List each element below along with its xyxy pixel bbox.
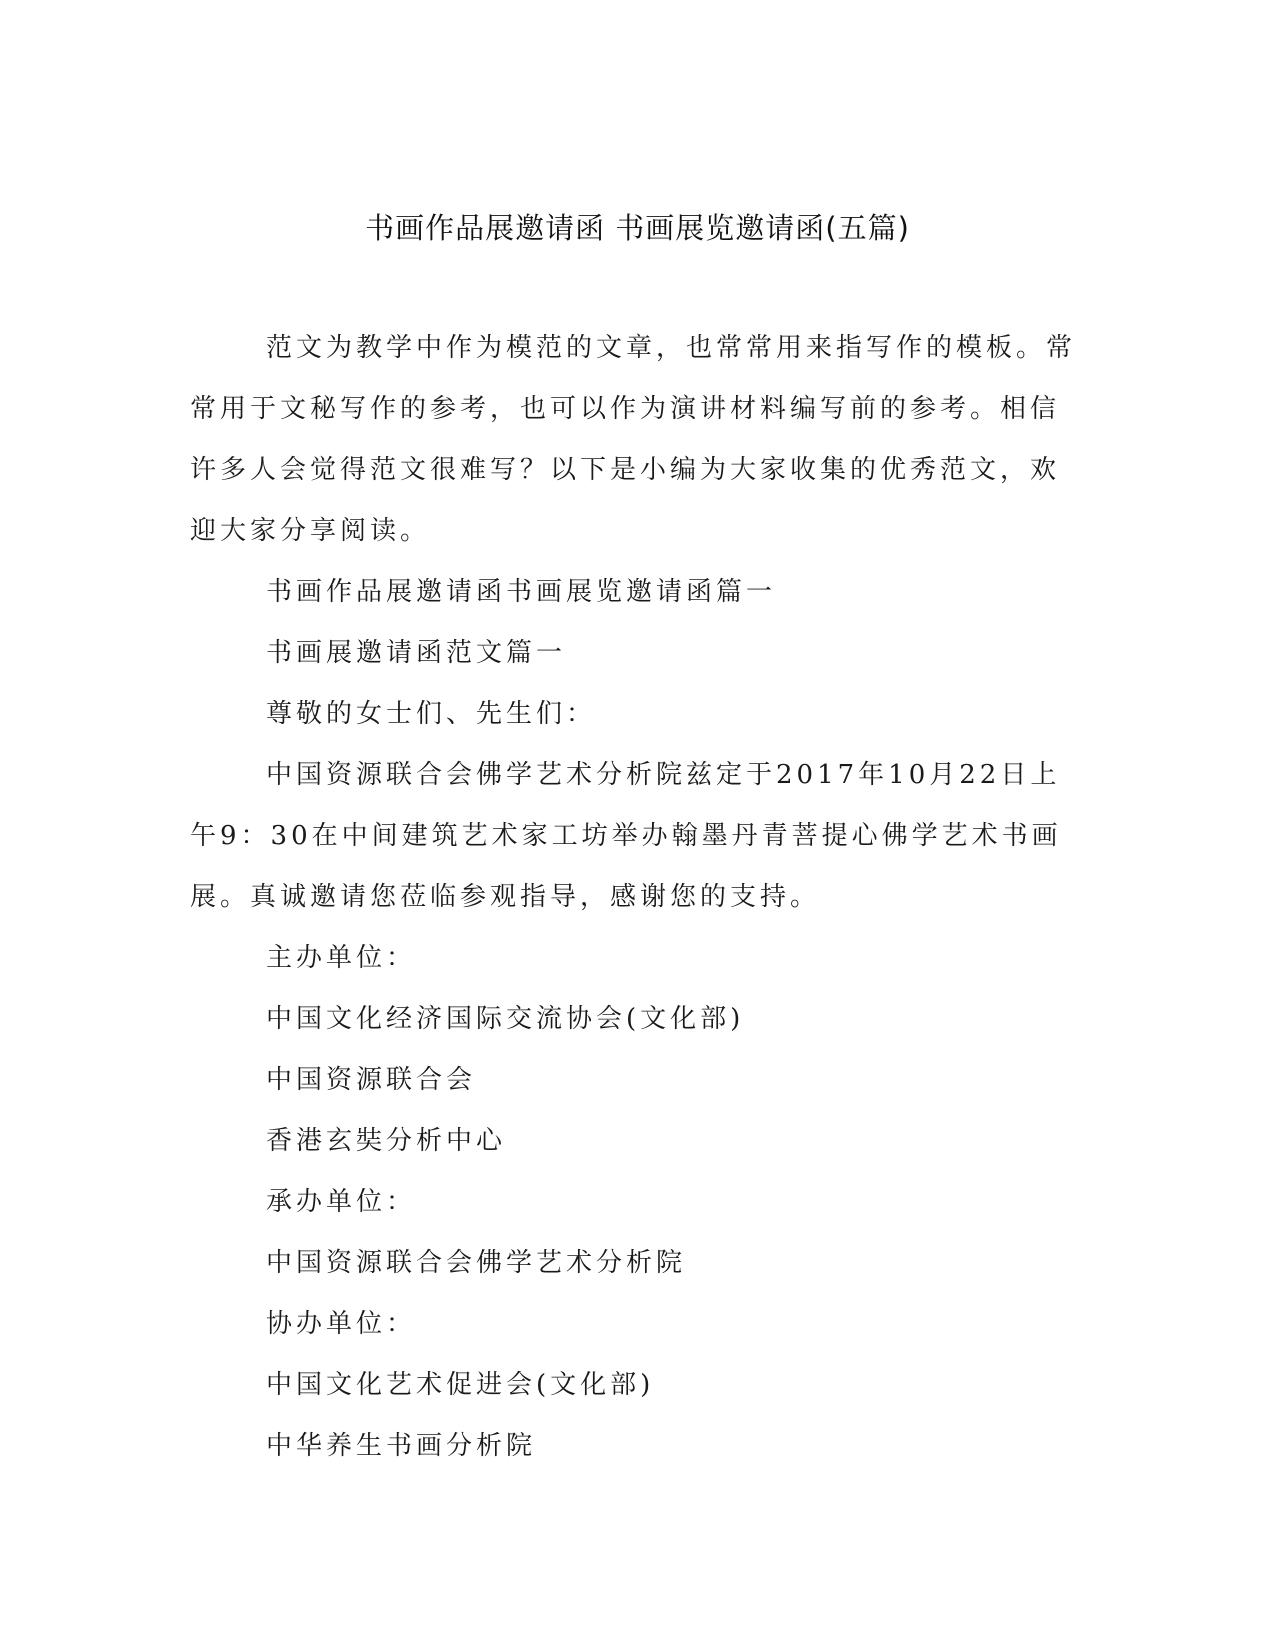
undertaker-item: 中国资源联合会佛学艺术分析院: [266, 1248, 687, 1278]
co-organizer-item: 中国文化艺术促进会(文化部): [266, 1370, 655, 1400]
document-body: [190, 318, 1085, 1477]
salutation: 尊敬的女士们、先生们：: [266, 699, 597, 729]
invitation-paragraph: 中国资源联合会佛学艺术分析院兹定于2017年10月22日上午9：30在中间建筑艺术家工坊举办翰墨丹青菩提心佛学艺术书画展。真诚邀请您莅临参观指导，感谢您的支持。: [190, 760, 1062, 912]
co-organizer-label: 协办单位：: [266, 1309, 417, 1339]
section-heading-2: 书画展邀请函范文篇一: [266, 638, 567, 668]
document-title: 书画作品展邀请函 书画展览邀请函(五篇): [365, 211, 910, 245]
intro-paragraph: 范文为教学中作为模范的文章，也常常用来指写作的模板。常常用于文秘写作的参考，也可以作为演讲材料编写前的参考。相信许多人会觉得范文很难写？以下是小编为大家收集的优秀范文，欢迎大家分享阅读。: [190, 333, 1077, 546]
organizer-item: 中国资源联合会: [266, 1065, 477, 1095]
section-heading-1: 书画作品展邀请函书画展览邀请函篇一: [266, 577, 777, 607]
undertaker-label: 承办单位：: [266, 1187, 417, 1217]
organizer-label: 主办单位：: [266, 943, 417, 973]
co-organizer-item: 中华养生书画分析院: [266, 1431, 537, 1461]
organizer-item: 中国文化经济国际交流协会(文化部): [266, 1004, 745, 1034]
organizer-item: 香港玄奘分析中心: [266, 1126, 507, 1156]
